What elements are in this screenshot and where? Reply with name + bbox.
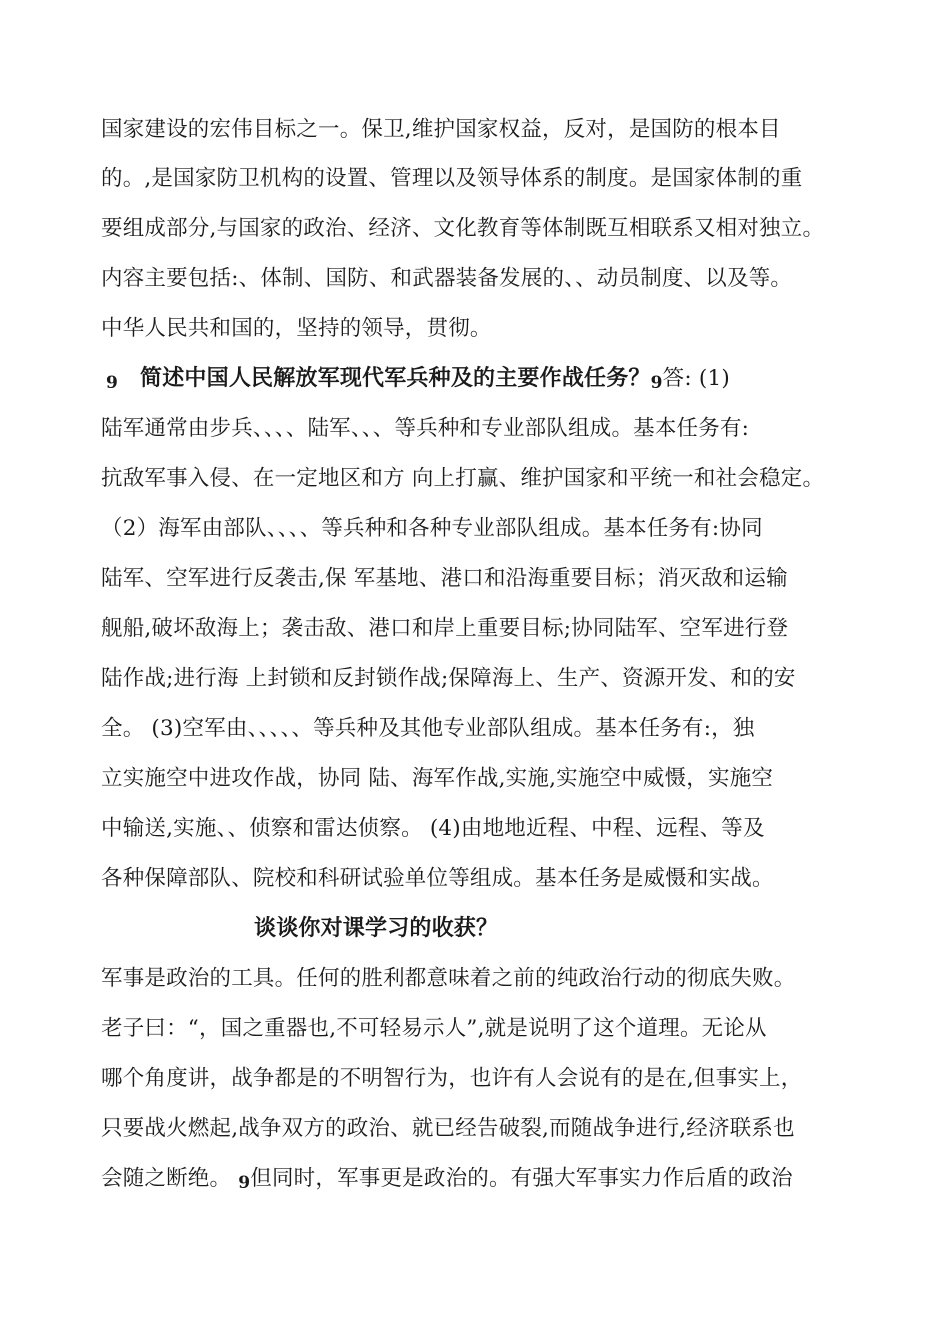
answer-line: 老子曰：“，国之重器也,不可轻易示人”,就是说明了这个道理。无论从 [101,1016,767,1041]
question-title: 简述中国人民解放军现代军兵种及的主要作战任务？ [140,366,651,391]
paragraph-line: 国家建设的宏伟目标之一。保卫,维护国家权益，反对，是国防的根本目 [101,117,781,142]
answer-line: 陆军、空军进行反袭击,保 军基地、港口和沿海重要目标；消灭敌和运输 [101,566,788,591]
list-marker: 9 [238,1173,251,1193]
answer-line: 各种保障部队、院校和科研试验单位等组成。基本任务是威慑和实战。 [101,866,774,891]
paragraph-line: 要组成部分,与国家的政治、经济、文化教育等体制既互相联系又相对独立。 [101,216,825,241]
paragraph-line: 内容主要包括:、体制、国防、和武器装备发展的、、动员制度、以及等。 [101,266,793,291]
answer-line: 抗敌军事入侵、在一定地区和方 向上打赢、维护国家和平统一和社会稳定。 [101,466,825,491]
paragraph-line: 中华人民共和国的，坚持的领导，贯彻。 [101,316,492,341]
answer-line [101,1164,793,1195]
answer-line: 陆作战;进行海 上封锁和反封锁作战;保障海上、生产、资源开发、和的安 [101,666,796,691]
answer-line: 中输送,实施、、侦察和雷达侦察。 (4)由地地近程、中程、远程、等及 [101,816,765,841]
list-marker: 9 [650,373,663,393]
answer-line: 哪个角度讲，战争都是的不明智行为，也许有人会说有的是在,但事实上， [101,1066,803,1091]
paragraph-line: 的。,是国家防卫机构的设置、管理以及领导体系的制度。是国家体制的重 [101,166,803,191]
answer-text: 会随之断绝。 [101,1166,239,1191]
answer-line: 陆军通常由步兵、、、、陆军、、、等兵种和专业部队组成。基本任务有: [101,416,750,441]
answer-line: 全。 (3)空军由、、、、、等兵种及其他专业部队组成。基本任务有:，独 [101,716,755,741]
answer-line: 舰船,破坏敌海上；袭击敌、港口和岸上重要目标;协同陆军、空军进行登 [101,616,789,641]
answer-line: 军事是政治的工具。任何的胜利都意味着之前的纯政治行动的彻底失败。 [101,966,796,991]
answer-line: （2）海军由部队、、、、等兵种和各种专业部队组成。基本任务有:协同 [101,516,763,541]
question-heading-line [106,364,730,395]
list-marker: 9 [106,373,119,393]
answer-text: 但同时，军事更是政治的。有强大军事实力作后盾的政治 [250,1166,793,1191]
answer-start: 答: (1) [662,366,730,391]
question-title: 谈谈你对课学习的收获？ [254,916,499,941]
answer-line: 立实施空中进攻作战，协同 陆、海军作战,实施,实施空中威慑，实施空 [101,766,774,791]
answer-line: 只要战火燃起,战争双方的政治、就已经告破裂,而随战争进行,经济联系也 [101,1116,795,1141]
